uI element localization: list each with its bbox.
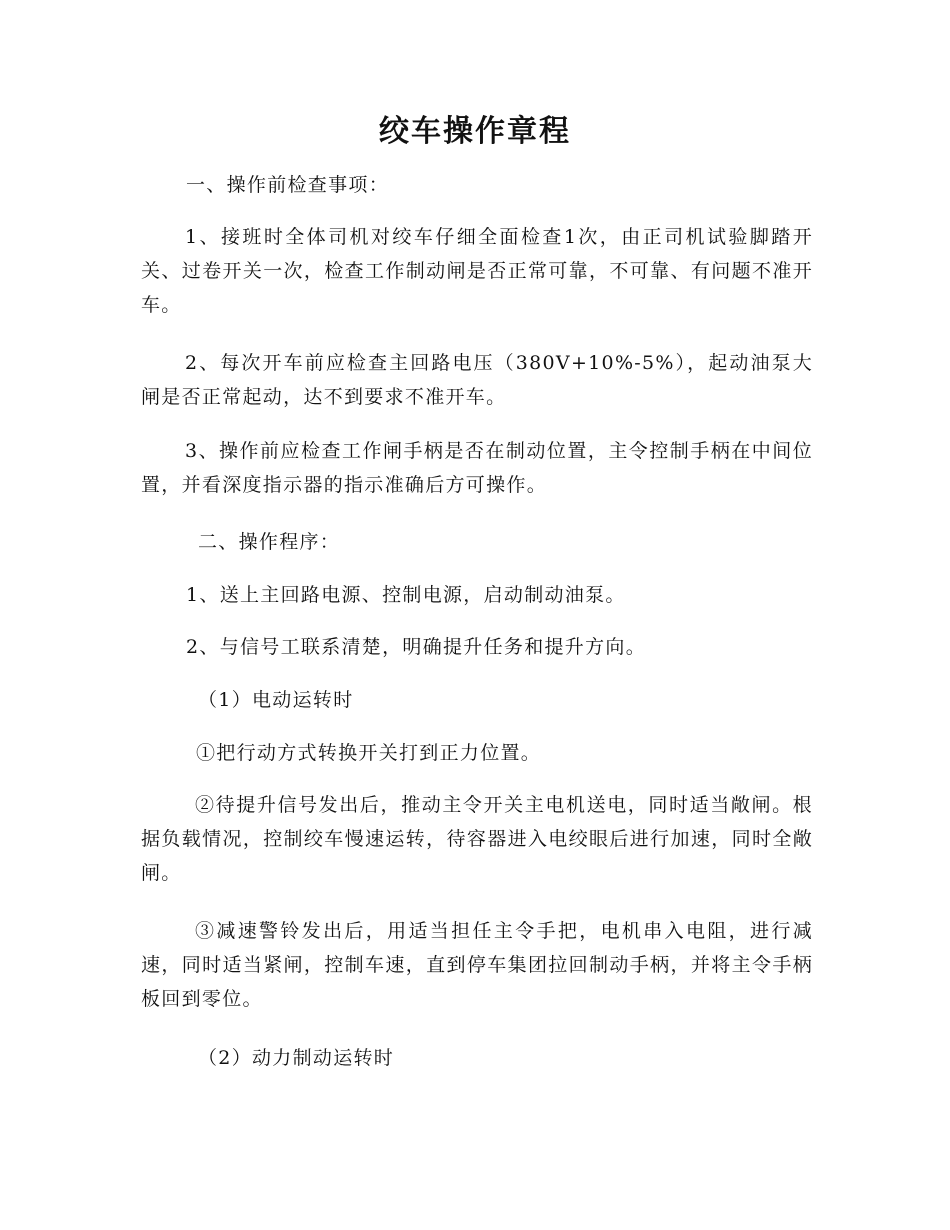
paragraph-procedure-1: 1、送上主回路电源、控制电源，启动制动油泵。 [186, 584, 626, 606]
step-circled-1: ①把行动方式转换开关打到正力位置。 [196, 742, 542, 764]
section-heading-pre-check: 一、操作前检查事项： [186, 174, 390, 196]
paragraph-pre-check-2: 2、每次开车前应检查主回路电压（380V+10%-5%），起动油泵大闸是否正常起动，达不到要求不准开车。 [141, 352, 813, 408]
subheading-dynamic-braking: （2）动力制动运转时 [198, 1047, 395, 1069]
step-circled-2: ②待提升信号发出后，推动主令开关主电机送电，同时适当敞闸。根据负载情况，控制绞车慢速运转，待容器进入电绞眼后进行加速，同时全敞闸。 [141, 794, 813, 884]
subheading-electric-operation: （1）电动运转时 [198, 689, 354, 711]
paragraph-pre-check-1: 1、接班时全体司机对绞车仔细全面检查1次，由正司机试验脚踏开关、过卷开关一次，检查工作制动闸是否正常可靠，不可靠、有问题不准开车。 [141, 226, 813, 316]
paragraph-procedure-2: 2、与信号工联系清楚，明确提升任务和提升方向。 [186, 636, 646, 658]
section-heading-procedure: 二、操作程序： [198, 531, 341, 553]
document-title: 绞车操作章程 [379, 114, 571, 149]
paragraph-pre-check-3: 3、操作前应检查工作闸手柄是否在制动位置，主令控制手柄在中间位置，并看深度指示器的指示准确后方可操作。 [141, 440, 813, 496]
step-circled-3: ③减速警铃发出后，用适当担任主令手把，电机串入电阻，进行减速，同时适当紧闸，控制车速，直到停车集团拉回制动手柄，并将主令手柄板回到零位。 [141, 920, 813, 1010]
